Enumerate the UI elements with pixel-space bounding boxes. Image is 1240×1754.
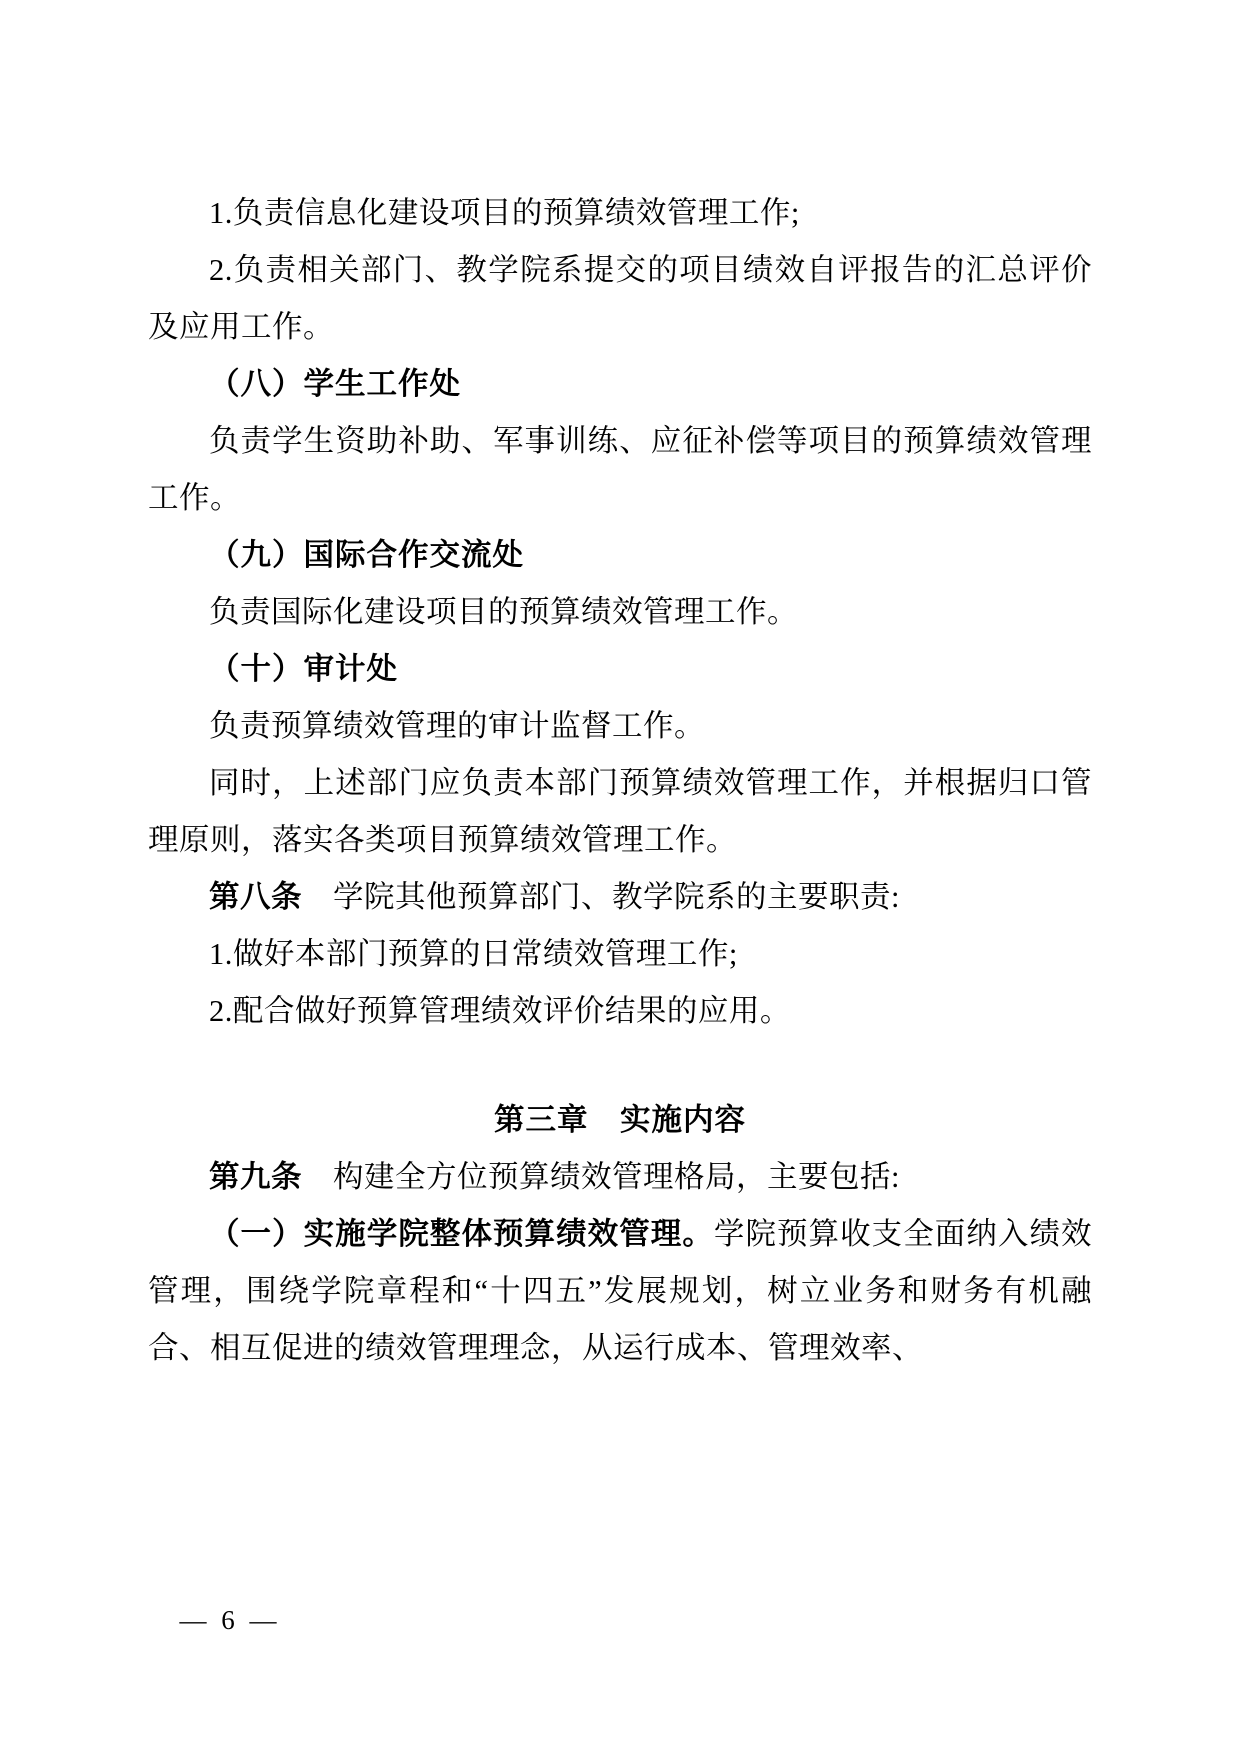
paragraph-item-3: 1.做好本部门预算的日常绩效管理工作; [209,937,738,971]
paragraph-summary-duties: 同时，上述部门应负责本部门预算绩效管理工作，并根据归口管理原则，落实各类项目预算绩效管理工作。 [148,766,1092,857]
article-nine [148,1149,1092,1206]
chapter-three-title: 第三章 实施内容 [494,1103,746,1137]
page-footer [0,1605,1240,1636]
section-heading-nine: （九）国际合作交流处 [209,538,524,572]
page-number: — 6 — [179,1605,281,1635]
article-nine-text: 构建全方位预算绩效管理格局，主要包括: [333,1160,900,1194]
article-eight-text: 学院其他预算部门、教学院系的主要职责: [333,880,900,914]
section-heading-eight: （八）学生工作处 [209,367,461,401]
article-eight [148,869,1092,926]
paragraph-item-1: 1.负责信息化建设项目的预算绩效管理工作; [209,196,800,230]
section-heading-ten: （十）审计处 [209,652,398,686]
document-body [148,185,1092,1377]
paragraph-item-4: 2.配合做好预算管理绩效评价结果的应用。 [209,994,791,1028]
paragraph-item-one-lead: （一）实施学院整体预算绩效管理。 [209,1217,714,1251]
paragraph-item-one-text: 学院预算收支全面纳入绩效管理，围绕学院章程和“十四五”发展规划，树立业务和财务有机融合、相互促进的绩效管理理念，从运行成本、管理效率、 [148,1217,1093,1365]
paragraph-international-office: 负责国际化建设项目的预算绩效管理工作。 [209,595,798,629]
paragraph-item-2: 2.负责相关部门、教学院系提交的项目绩效自评报告的汇总评价及应用工作。 [148,253,1092,344]
paragraph-student-affairs: 负责学生资助补助、军事训练、应征补偿等项目的预算绩效管理工作。 [148,424,1092,515]
article-nine-label: 第九条 [209,1160,302,1194]
paragraph-item-one-overall [148,1206,1092,1377]
paragraph-audit-office: 负责预算绩效管理的审计监督工作。 [209,709,705,743]
article-eight-label: 第八条 [209,880,302,914]
